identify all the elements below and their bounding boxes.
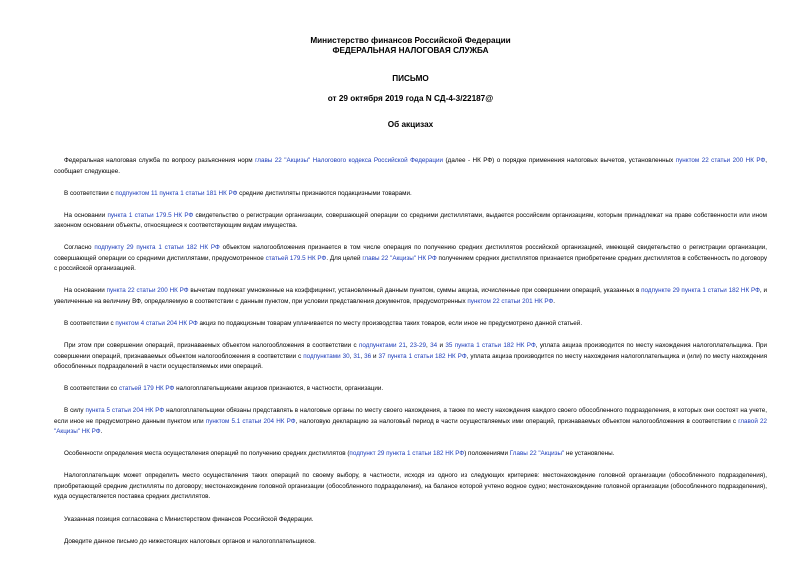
paragraph-text: В соответствии с <box>64 189 116 197</box>
paragraph-text: , <box>360 352 365 360</box>
body-paragraph <box>54 211 767 232</box>
document-subject: Об акцизах <box>387 120 434 129</box>
legal-reference-link[interactable]: 31 <box>353 352 361 360</box>
ministry-name: Министерство финансов Российской Федерации <box>310 36 511 45</box>
paragraph-text: В соответствии со <box>64 385 119 393</box>
paragraph-text: и <box>371 352 379 360</box>
body-paragraph <box>54 319 767 330</box>
legal-reference-link[interactable]: пунктом 4 статьи 204 НК РФ <box>115 319 198 327</box>
paragraph-text: объектом налогообложения признается в том числе операция по получению средних дистиллятов российской организацией, имеющей свидетельство о регистрации организации, совершающей операции со средними дистиллятами, предусмотренное <box>54 244 767 262</box>
paragraph-text: средние дистилляты признаются подакцизными товарами. <box>237 189 412 197</box>
paragraph-text: , <box>405 342 410 350</box>
document-type: ПИСЬМО <box>392 74 429 83</box>
body-paragraph <box>54 189 767 200</box>
legal-reference-link[interactable]: 36 <box>364 352 372 360</box>
paragraph-text: налогоплательщики обязаны представлять в налоговые органы по месту своего нахождения, а также по месту нахождения каждого своего обособленного подразделения, в которых они состоят на учете, если иное не предусмотрено данным пунктом или <box>54 407 768 425</box>
paragraph-text: . <box>100 428 103 436</box>
legal-reference-link[interactable]: пункта 22 статьи 200 НК РФ <box>106 287 189 295</box>
body-paragraph <box>54 243 767 275</box>
body-paragraph <box>54 286 767 307</box>
legal-reference-link[interactable]: пункта 1 статьи 179.5 НК РФ <box>107 211 194 219</box>
legal-reference-link[interactable]: подпунктом 11 пункта 1 статьи 181 НК РФ <box>115 189 238 197</box>
paragraph-text: , сообщает следующее. <box>54 157 767 175</box>
paragraph-text: В соответствии с <box>64 319 116 327</box>
service-name: ФЕДЕРАЛЬНАЯ НАЛОГОВАЯ СЛУЖБА <box>332 46 489 55</box>
letter-body <box>54 156 767 547</box>
legal-reference-link[interactable]: главы 22 "Акцизы" Налогового кодекса Российской Федерации <box>255 157 444 164</box>
legal-reference-link[interactable]: пунктом 22 статьи 200 НК РФ <box>675 157 766 164</box>
paragraph-text: не установлены. <box>564 450 615 458</box>
paragraph-text: ) положениями <box>464 450 510 458</box>
paragraph-text: Особенности определения места осуществления операций по получению средних дистиллятов ( <box>64 450 350 458</box>
body-paragraph <box>54 537 767 548</box>
legal-reference-link[interactable]: подпунктами 30 <box>303 352 350 360</box>
paragraph-text: На основании <box>64 287 107 295</box>
paragraph-text: . Для целей <box>326 254 363 262</box>
legal-reference-link[interactable]: подпункт 29 пункта 1 статьи 182 НК РФ <box>349 450 465 458</box>
legal-reference-link[interactable]: Главы 22 "Акцизы" <box>509 450 565 458</box>
paragraph-text: акциз по подакцизным товарам уплачивается по месту производства таких товаров, если иное не предусмотрено данной статьей. <box>197 319 583 327</box>
legal-reference-link[interactable]: подпункте 29 пункта 1 статьи 182 НК РФ <box>641 287 760 295</box>
body-paragraph <box>54 341 767 373</box>
paragraph-text: Федеральная налоговая служба по вопросу разъяснения норм <box>64 157 256 164</box>
paragraph-text: Доведите данное письмо до нижестоящих налоговых органов и налогоплательщиков. <box>64 537 316 545</box>
paragraph-text: получением средних дистиллятов признается приобретение средних дистиллятов в собственность по договору с российской организацией. <box>54 254 767 273</box>
legal-reference-link[interactable]: главы 22 "Акцизы" НК РФ <box>362 254 437 262</box>
body-paragraph <box>54 449 767 460</box>
document-date-number: от 29 октября 2019 года N СД-4-3/22187@ <box>327 94 494 103</box>
legal-reference-link[interactable]: 37 пункта 1 статьи 182 НК РФ <box>378 352 467 360</box>
paragraph-text: Указанная позиция согласована с Министерством финансов Российской Федерации. <box>64 515 314 523</box>
legal-reference-link[interactable]: 35 пункта 1 статьи 182 НК РФ <box>445 342 536 350</box>
legal-reference-link[interactable]: 23-29 <box>409 342 427 350</box>
legal-reference-link[interactable]: подпунктами 21 <box>359 342 406 350</box>
body-paragraph <box>54 406 767 438</box>
paragraph-text: свидетельство о регистрации организации, совершающей операции со средними дистиллятами, выдается российским организациям, которым принадлежат на праве собственности или ином законном основании объекты, относящиеся к соответствующим видам имущества. <box>54 211 767 230</box>
body-paragraph <box>54 471 767 503</box>
paragraph-text: налогоплательщиками акцизов признаются, в частности, организации. <box>174 385 384 393</box>
legal-reference-link[interactable]: пунктом 5.1 статьи 204 НК РФ <box>205 417 296 425</box>
legal-reference-link[interactable]: главой 22 "Акцизы" НК РФ <box>54 417 767 436</box>
legal-reference-link[interactable]: 34 <box>430 342 438 350</box>
paragraph-text: вычетам подлежат умноженные на коэффициент, установленный данным пунктом, суммы акциза, исчисленные при совершении операций, указанных в <box>188 287 642 295</box>
body-paragraph <box>54 156 767 177</box>
legal-reference-link[interactable]: подпункту 29 пункта 1 статьи 182 НК РФ <box>94 244 220 252</box>
paragraph-text: Согласно <box>64 244 95 252</box>
body-paragraph <box>54 515 767 526</box>
legal-reference-link[interactable]: пунктом 22 статьи 201 НК РФ <box>467 297 554 305</box>
paragraph-text: На основании <box>64 211 108 219</box>
legal-reference-link[interactable]: статьей 179 НК РФ <box>118 385 175 393</box>
paragraph-text: , <box>426 342 431 350</box>
paragraph-text: , налоговую декларацию за налоговый период в части осуществляемых ими операций, признаваемых объектом налогообложения в соответствии с <box>295 417 739 425</box>
paragraph-text: В силу <box>64 407 86 415</box>
paragraph-text: (далее - НК РФ) о порядке применения налоговых вычетов, установленных <box>443 157 676 164</box>
paragraph-text: Налогоплательщик может определить место осуществления таких операций по своему выбору, в частности, исходя из одного из следующих критериев: местонахождение головной организации (обособленного подразделения), приобретающей средние дистилляты по договору; местонахождение головной организации (обособленного подразделения), на балансе которой учтено водное судно; местонахождение головной организации (обособленного подразделения), куда осуществляется поставка средних дистиллятов. <box>54 472 767 501</box>
paragraph-text: , <box>349 352 354 360</box>
paragraph-text: и <box>437 342 446 350</box>
paragraph-text: , уплата акциза производится по месту нахождения налогоплательщика. При совершении операций, признаваемых объектом налогообложения в соответствии с <box>54 342 767 360</box>
paragraph-text: , и увеличенные на величину ВФ, определяемую в соответствии с данным пунктом, при условии представления документов, предусмотренных <box>54 287 767 305</box>
paragraph-text: . <box>553 297 556 305</box>
body-paragraph <box>54 384 767 395</box>
paragraph-text: При этом при совершении операций, признаваемых объектом налогообложения в соответствии с <box>64 342 359 350</box>
legal-reference-link[interactable]: статьей 179.5 НК РФ <box>265 254 327 262</box>
paragraph-text: , уплата акциза производится по месту нахождения налогоплательщика и (или) по месту нахождения обособленных подразделений в части осуществляемых ими операций. <box>54 352 768 371</box>
legal-reference-link[interactable]: пункта 5 статьи 204 НК РФ <box>85 407 165 415</box>
